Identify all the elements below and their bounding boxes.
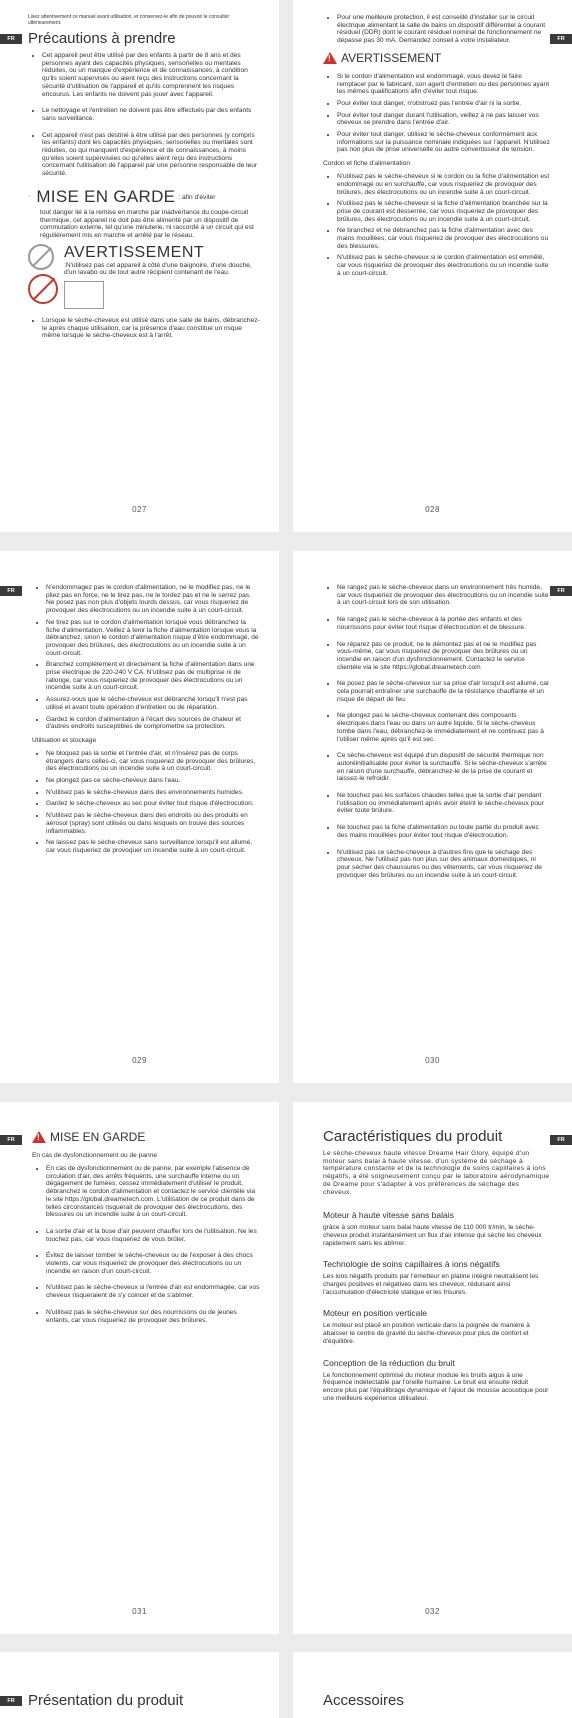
page-029 [0,551,279,1083]
list-item: • Pour éviter tout danger, utilisez le sèche-cheveux conformément aux informations sur la puissance nominale indiquées sur l'appareil. N'utilisez pas non plus de prise universelle ou autre convertisseur de tension. [337,131,550,154]
bullet-list [323,14,550,45]
list-item: • N'endommagez pas le cordon d'alimentation, ne le modifiez pas, ne le pliez pas en force, ne le tirez pas, ne le tordez pas et ne le serrez pas. Ne posez pas non plus d'objets lourds dessus, car vous risqueriez de provoquer des électrocutions ou un incendie suite à un court-circuit. [46,584,261,615]
list-item: • Ne branchez et ne débranchez pas la fiche d'alimentation avec des mains mouillées, car vous risqueriez de provoquer des électrocutions ou des blessures. [337,227,550,250]
intro-text: Lisez attentivement ce manuel avant utilisation, et conservez-le afin de pouvoir le consulter ultérieurement. [28,14,230,26]
feature-heading: Technologie de soins capillaires à ions négatifs [323,1259,500,1270]
lang-tab: FR [550,1135,572,1145]
section-title: Accessoires [323,1692,404,1709]
page-content [323,584,550,888]
feature-heading: Moteur en position verticale [323,1308,427,1319]
garde-block: · MISE EN GARDE : afin d'éviter [28,186,216,206]
page-030 [293,551,572,1083]
list-item: • Cet appareil peut être utilisé par des enfants à partir de 8 ans et des personnes ayant des capacités physiques, sensorielles ou mentales réduites, ou un manque d'expérience et de connaissances, à condition qu'ils soient supervisés ou aient reçu des instructions concernant la sécurité d'utilisation de l'appareil et qu'ils comprennent les risques encourus. Les enfants ne doivent pas jouer avec l'appareil. [42,52,261,98]
feature-heading: Conception de la réduction du bruit [323,1357,455,1368]
avert-title: AVERTISSEMENT [64,243,205,261]
page-032 [293,1102,572,1634]
bullet-list [32,584,261,731]
list-item: • Gardez le sèche-cheveux au sec pour éviter tout risque d'électrocution. [46,800,261,808]
list-item: • En cas de dysfonctionnement ou de panne, par exemple l'absence de circulation d'air, des arrêts fréquents, une surchauffe interne ou un dégagement de fumées, cessez immédiatement d'utiliser le produit, débranchez le cordon d'alimentation et contactez le service clientèle via le site https://global.dreametech.com. L'utilisation de ce produit dans de telles circonstances risquerait de provoquer des électrocutions, des blessures ou un incendie suite à un court-circuit. [46,1165,261,1219]
section-title: Présentation du produit [28,1692,184,1709]
bullet-list [32,750,261,855]
bullet-list [32,1165,261,1324]
list-item: • N'utilisez pas le sèche-cheveux si l'entrée d'air est endommagée, car vos cheveux risqueraient de s'y coincer et de s'abîmer. [46,1284,261,1299]
list-item: • N'utilisez pas le sèche-cheveux dans des environnements humides. [46,789,261,797]
feature-text: Le fonctionnement optimisé du moteur module les bruits aigus à une fréquence indétectable par l'oreille humaine. Le bruit est ensuite réduit encore plus par l'équilibrage dynamique et l'ajout de mousse acoustique pour une meilleure expérience utilisateur. [323,1371,549,1402]
avert-text: :N'utilisez pas cet appareil à côté d'une baignoire, d'une douche, d'un lavabo ou de tout autre récipient contenant de l'eau. [64,261,252,277]
list-item: • N'utilisez pas le sèche-cheveux si le cordon d'alimentation est emmêlé, car vous risqueriez de provoquer des électrocutions ou un incendie suite à un court-circuit. [337,254,550,277]
page-number: 028 [425,505,440,514]
page-027 [0,0,279,532]
list-item: • Ne bloquez pas la sortie et l'entrée d'air, et n'insérez pas de corps étrangers dans celles-ci, car vous risqueriez de provoquer des brûlures, des électrocutions ou un incendie suite à un court-circuit. [46,750,261,773]
page-number: 030 [425,1056,440,1065]
list-item: • Si le cordon d'alimentation est endommagé, vous devez le faire remplacer par le fabricant, son agent d'entretien ou des personnes ayant les mêmes qualifications afin d'éviter tout risque. [337,73,550,96]
page-number: 031 [132,1607,147,1616]
page-031 [0,1102,279,1634]
lang-tab: FR [0,34,22,44]
page-content [323,1692,550,1714]
page-028 [293,0,572,532]
bullet-list [323,73,550,154]
page-content [32,584,261,859]
list-item: • Gardez le cordon d'alimentation à l'écart des sources de chaleur et d'autres endroits susceptibles de compromettre sa protection. [46,716,261,731]
list-item: • Branchez complètement et directement la fiche d'alimentation dans une prise électrique de 220-240 V CA. N'utilisez pas de multiprise ni de rallonge, car vous risqueriez de provoquer des électrocutions ou un incendie suite à un court-circuit. [46,661,261,692]
subhead: En cas de dysfonctionnement ou de panne [32,1152,158,1159]
list-item: • N'utilisez pas le sèche-cheveux si le cordon ou la fiche d'alimentation est endommagé ou en surchauffe, car vous risqueriez de provoquer des brûlures, des électrocutions ou un incendie suite à un court-circuit. [337,173,550,196]
subhead: Utilisation et stockage [32,736,97,744]
list-item: • Ne rangez pas le sèche-cheveux dans un environnement très humide, car vous risqueriez de provoquer des électrocutions ou un incendie suite à un court-circuit lors de son utilisation. [337,584,550,607]
list-item: • Ne posez pas le sèche-cheveux sur sa prise d'air lorsqu'il est allumé, car cela pourrait entraîner une surchauffe de la résistance chauffante et un risque de départ de feu. [337,680,550,703]
list-item: • Ne laissez pas le sèche-cheveux sans surveillance lorsqu'il est allumé, car vous risqueriez de provoquer un incendie suite à un court-circuit. [46,839,261,854]
list-item: • Ne réparez pas ce produit, ne le démontez pas et ne le modifiez pas vous-même, car vous risqueriez de provoquer des brûlures ou un incendie en raison d'un dysfonctionnement. Contactez le service clientèle via le site https://global.dreametech.com [337,641,550,672]
section-title: Précautions à prendre [28,30,176,47]
page-number: 027 [132,505,147,514]
page-content [28,1692,261,1714]
intro-text: Le sèche-cheveux haute vitesse Dreame Hair Glory, équipé d'un moteur sans balai à haute vitesse, d'un système de séchage à température constante et de la technologie de soins capillaires à ions négatifs, a été soigneusement conçu par le laboratoire aérodynamique de Dreame pour s'adapter à vos préférences de séchage des cheveux. [323,1150,550,1196]
no-bath-icon [28,244,54,270]
list-item: • N'utilisez pas ce sèche-cheveux à d'autres fins que le séchage des cheveux. Ne l'utilisez pas non plus sur des animaux domestiques, ni pour sécher des chaussures ou des vêtements, car vous risqueriez de provoquer des brûlures ou un incendie suite à un court-circuit. [337,849,550,880]
page-content [323,1128,550,1406]
list-item: • Ne tirez pas sur le cordon d'alimentation lorsque vous débranchez la fiche d'alimentation. Veillez à tenir la fiche d'alimentation lorsque vous la débranchez, sinon le cordon d'alimentation risque d'être endommagé, de provoquer des brûlures, des électrocutions ou un incendie suite à un court-circuit. [46,619,261,658]
list-item: • Lorsque le sèche-cheveux est utilisé dans une salle de bains, débranchez-le après chaque utilisation, car la présence d'eau constitue un risque même lorsque le sèche-cheveux est à l'arrêt. [42,317,261,340]
lang-tab: FR [0,586,22,596]
list-item: • Pour éviter tout danger durant l'utilisation, veillez à ne pas laisser vos cheveux se prendre dans l'entrée d'air. [337,112,550,127]
page-content [32,1130,261,1333]
lang-tab: FR [0,1135,22,1145]
no-water-icon [28,274,58,304]
list-item: • Évitez de laisser tomber le sèche-cheveux ou de l'exposer à des chocs violents, car vous risqueriez de provoquer des électrocutions ou un incendie en raison d'un court-circuit. [46,1252,261,1275]
page-content [28,14,261,344]
garde-title: MISE EN GARDE [36,186,176,206]
feature-text: grâce à son moteur sans balai haute vitesse de 110 000 tr/min, le sèche-cheveux produit instantanément un flux d'air intense qui sèche les cheveux rapidement sans les abîmer. [323,1224,542,1247]
page-number: 029 [132,1056,147,1065]
warning-triangle-icon [32,1131,46,1143]
warning-title: AVERTISSEMENT [341,50,442,65]
page-number: 032 [425,1607,440,1616]
feature-text: Le moteur est placé en position verticale dans la poignée de manière à abaisser le centre de gravité du sèche-cheveux pour plus de confort et d'équilibre. [323,1322,530,1345]
list-item: • N'utilisez pas le sèche-cheveux dans des endroits où des produits en aérosol (spray) sont utilisés ou dans lesquels on trouve des sources inflammables. [46,812,261,835]
list-item: • Ne plongez pas ce sèche-cheveux dans l'eau. [46,777,261,785]
section-title: Caractéristiques du produit [323,1128,503,1145]
list-item: • N'utilisez pas le sèche-cheveux si la fiche d'alimentation branchée sur la prise de courant est desserrée, car vous risqueriez de provoquer des brûlures, des électrocutions ou un incendie suite à un court-circuit. [337,200,550,223]
subhead: Cordon et fiche d'alimentation [323,160,411,168]
feature-heading: Moteur à haute vitesse sans balais [323,1210,454,1221]
page-033 [0,1652,279,1718]
bullet-list [28,52,261,178]
bullet-list [28,317,261,340]
bullet-list [323,584,550,879]
lang-tab: FR [550,586,572,596]
list-item: • Pour une meilleure protection, il est conseillé d'installer sur le circuit électrique alimentant la salle de bains un dispositif différentiel à courant résiduel (DDR) dont le courant résiduel nominal de fonctionnement ne dépasse pas 30 mA. Demandez conseil à votre installateur. [337,14,550,45]
list-item: • Assurez-vous que le sèche-cheveux est débranché lorsqu'il n'est pas utilisé et avant toute opération d'entretien ou de réparation. [46,696,261,711]
warning-heading [32,1130,261,1144]
list-item: • Ne plongez pas le sèche-cheveux contenant des composants électriques dans l'eau ou dans un autre liquide. Si le sèche-cheveux tombe dans l'eau, débranchez-le immédiatement et ne continuez pas à l'utiliser même après qu'il est sec. [337,712,550,743]
list-item: • N'utilisez pas le sèche-cheveux sur des nourrissons ou de jeunes enfants, car vous risqueriez de provoquer des brûlures. [46,1309,261,1324]
warning-icons [28,244,261,309]
list-item: • Cet appareil n'est pas destiné à être utilisé par des personnes (y compris les enfants) dont les capacités physiques, sensorielles ou mentales sont réduites, ou qui manquent d'expérience et de connaissances, à moins qu'elles soient supervisées ou qu'elles aient reçu des instructions concernant l'utilisation de l'appareil par une personne responsable de leur sécurité. [42,132,261,178]
list-item: • Le nettoyage et l'entretien ne doivent pas être effectués par des enfants sans surveillance. [42,107,261,122]
page-034 [293,1652,572,1718]
garde-text: tout danger lié à la remise en marche par inadvertance du coupe-circuit thermique, cet appareil ne doit pas être alimenté par un dispositif de commutation externe, tel qu'une minuterie, ni raccordé à un circuit qui est régulièrement mis en marche et arrêté par le réseau. [40,208,254,239]
list-item: • Ne touchez pas la fiche d'alimentation ou toute partie du produit avec des mains mouillées pour éviter tout risque d'électrocution. [337,824,550,839]
list-item: • La sortie d'air et la buse d'air peuvent chauffer lors de l'utilisation. Ne les touchez pas, car vous risqueriez de vous brûler. [46,1228,261,1243]
warning-triangle-icon [323,52,337,64]
list-item: • Ne rangez pas le sèche-cheveux à la portée des enfants et des nourrissons pour éviter tout risque d'électrocution et de blessure. [337,616,550,631]
warning-title: MISE EN GARDE [50,1130,146,1144]
lang-tab: FR [0,1696,22,1706]
feature-text: Les ions négatifs produits par l'émetteur en platine intégré neutralisent les charges positives et négatives dans les cheveux, réduisant ainsi l'accumulation d'électricité statique et les frisures. [323,1273,539,1296]
list-item: • Ce sèche-cheveux est équipé d'un dispositif de sécurité thermique non autoréinitialisable pour éviter la surchauffe. Si le sèche-cheveux s'arrête en raison d'une surchauffe, débranchez-le de la prise de courant et laissez-le refroidir. [337,752,550,783]
list-item: • Ne touchez pas les surfaces chaudes telles que la sortie d'air pendant l'utilisation ou immédiatement après avoir éteint le sèche-cheveux pour éviter toute brûlure. [337,792,550,815]
warning-heading [323,51,550,65]
list-item: • Pour éviter tout danger, n'obstruez pas l'entrée d'air ni la sortie. [337,100,550,108]
bullet-list [323,173,550,277]
bathtub-icon [64,281,104,309]
garde-lead: : afin d'éviter [178,193,216,201]
page-content [323,14,550,282]
lang-tab: FR [550,34,572,44]
